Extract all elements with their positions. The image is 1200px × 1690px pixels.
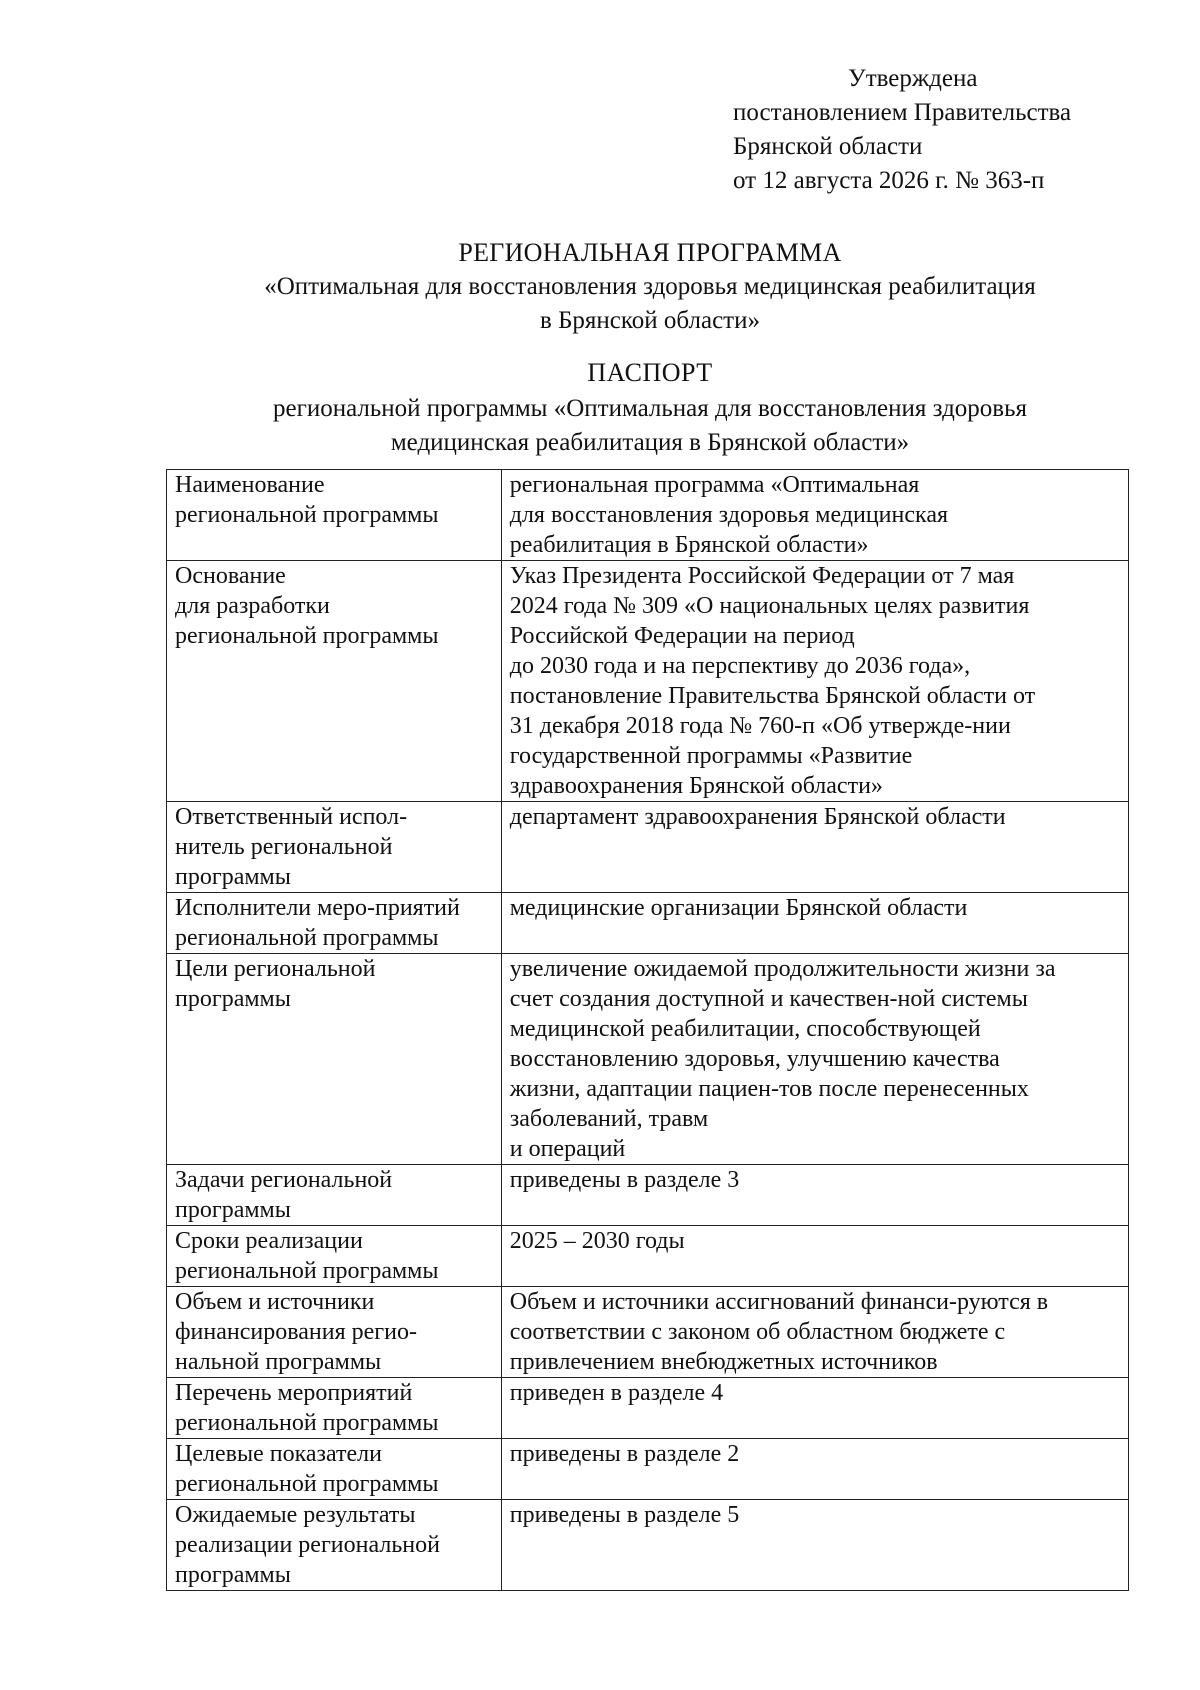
- row-label: Исполнители меро-приятий региональной программы: [175, 895, 460, 951]
- table-row: [167, 893, 1129, 954]
- row-label-cell: [167, 1165, 502, 1226]
- row-label: Основание для разработки региональной программы: [175, 563, 439, 649]
- passport-subtitle-line-1: региональной программы «Оптимальная для восстановления здоровья: [272, 395, 1028, 422]
- row-value: департамент здравоохранения Брянской области: [509, 804, 1006, 830]
- approval-line-1: Утверждена: [848, 65, 978, 92]
- row-label-cell: [167, 470, 502, 561]
- row-label: Задачи региональной программы: [175, 1167, 393, 1223]
- table-row: [167, 470, 1129, 561]
- row-label-cell: [167, 802, 502, 893]
- passport-heading: ПАСПОРТ: [587, 358, 713, 387]
- passport-title: [170, 356, 1130, 460]
- program-title-line-1: РЕГИОНАЛЬНАЯ ПРОГРАММА: [458, 238, 842, 267]
- row-value-cell: [501, 1378, 1128, 1439]
- row-label: Ответственный испол- нитель региональной программы: [175, 804, 408, 890]
- approval-block: [733, 62, 1071, 198]
- row-label: Объем и источники финансирования регио- нальной программы: [175, 1289, 417, 1375]
- row-value: региональная программа «Оптимальная для восстановления здоровья медицинская реабилитация в Брянской области»: [509, 472, 949, 558]
- table-row: [167, 1439, 1129, 1500]
- row-value-cell: [501, 470, 1128, 561]
- row-label-cell: [167, 1226, 502, 1287]
- table-row: [167, 1226, 1129, 1287]
- row-label: Целевые показатели региональной программы: [175, 1441, 439, 1497]
- row-label-cell: [167, 893, 502, 954]
- row-value-cell: [501, 893, 1128, 954]
- approval-line-4: от 12 августа 2026 г. № 363-п: [733, 167, 1045, 194]
- row-value: 2025 – 2030 годы: [509, 1228, 685, 1254]
- row-label-cell: [167, 561, 502, 802]
- row-value-cell: [501, 1165, 1128, 1226]
- table-row: [167, 1165, 1129, 1226]
- table-row: [167, 802, 1129, 893]
- row-value-cell: [501, 802, 1128, 893]
- row-label-cell: [167, 1287, 502, 1378]
- row-value: Указ Президента Российской Федерации от 7 мая 2024 года № 309 «О национальных целях развития Российской Федерации на период до 2030 года и на перспективу до 2036 года», постановление Правительства Брянской области от 31 декабря 2018 года № 760-п «Об утвержде-нии государственной программы «Развитие здравоохранения Брянской области»: [509, 563, 1036, 799]
- row-label-cell: [167, 1500, 502, 1591]
- row-label-cell: [167, 1439, 502, 1500]
- row-value: медицинские организации Брянской области: [509, 895, 968, 921]
- row-value: приведен в разделе 4: [509, 1380, 724, 1406]
- row-value-cell: [501, 1287, 1128, 1378]
- row-label-cell: [167, 1378, 502, 1439]
- program-title: [170, 236, 1130, 338]
- passport-table: [166, 469, 1129, 1591]
- table-row: [167, 1287, 1129, 1378]
- row-label: Наименование региональной программы: [175, 472, 439, 528]
- row-label: Ожидаемые результаты реализации региональной программы: [175, 1502, 440, 1588]
- row-label-cell: [167, 954, 502, 1165]
- row-label: Сроки реализации региональной программы: [175, 1228, 439, 1284]
- table-row: [167, 1378, 1129, 1439]
- row-label: Перечень мероприятий региональной программы: [175, 1380, 439, 1436]
- row-value: Объем и источники ассигнований финанси-руются в соответствии с законом об областном бюджете с привлечением внебюджетных источников: [509, 1289, 1049, 1375]
- table-row: [167, 561, 1129, 802]
- table-row: [167, 1500, 1129, 1591]
- row-value-cell: [501, 1500, 1128, 1591]
- table-row: [167, 954, 1129, 1165]
- row-value: увеличение ожидаемой продолжительности жизни за счет создания доступной и качествен-ной системы медицинской реабилитации, способствующей восстановлению здоровья, улучшению качества жизни, адаптации пациен-тов после перенесенных заболеваний, травм и операций: [509, 956, 1056, 1162]
- row-value-cell: [501, 1439, 1128, 1500]
- row-value-cell: [501, 561, 1128, 802]
- program-title-line-2: «Оптимальная для восстановления здоровья медицинская реабилитация: [264, 273, 1036, 300]
- row-value: приведены в разделе 3: [509, 1167, 740, 1193]
- passport-subtitle-line-2: медицинская реабилитация в Брянской области»: [390, 429, 910, 456]
- approval-line-3: Брянской области: [733, 133, 923, 160]
- approval-line-2: постановлением Правительства: [733, 99, 1072, 126]
- row-label: Цели региональной программы: [175, 956, 376, 1012]
- row-value: приведены в разделе 5: [509, 1502, 740, 1528]
- row-value: приведены в разделе 2: [509, 1441, 740, 1467]
- program-title-line-3: в Брянской области»: [540, 307, 760, 334]
- row-value-cell: [501, 954, 1128, 1165]
- row-value-cell: [501, 1226, 1128, 1287]
